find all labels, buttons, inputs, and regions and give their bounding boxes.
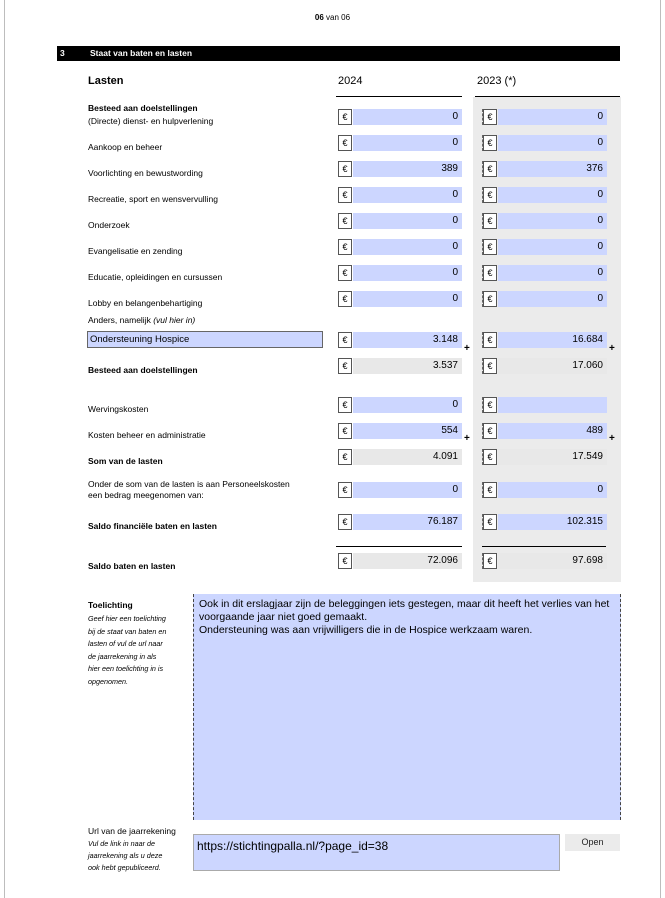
euro-sign: €: [483, 514, 497, 530]
page-number: [0, 13, 665, 22]
field-2024-value[interactable]: 0: [353, 187, 462, 203]
wervings-2023-field[interactable]: [483, 397, 607, 413]
euro-sign: €: [483, 423, 497, 439]
anders-2024-field[interactable]: [338, 332, 462, 348]
toelichting-title: Toelichting: [88, 600, 133, 610]
saldo-2023-field-value: 97.698: [498, 553, 607, 569]
beheer-2024-field-value[interactable]: 554: [353, 423, 462, 439]
toelichting-help: [88, 613, 188, 689]
anders-hint: (vul hier in): [153, 315, 196, 325]
column-dash-line: [482, 265, 483, 281]
column-dash-line: [482, 553, 483, 569]
help-line: hier een toelichting in is: [88, 664, 164, 674]
euro-sign: €: [338, 482, 352, 498]
column-dash-line: [482, 239, 483, 255]
anders-label-text: Anders, namelijk: [88, 315, 151, 325]
column-dash-line: [482, 449, 483, 465]
column-dash-line: [482, 397, 483, 413]
beheer-2024-field[interactable]: [338, 423, 462, 439]
field-2024-value[interactable]: 0: [353, 291, 462, 307]
field-2023[interactable]: [483, 239, 607, 255]
field-2024[interactable]: [338, 265, 462, 281]
euro-sign: €: [483, 291, 497, 307]
anders-label: [88, 315, 195, 325]
field-2023[interactable]: [483, 135, 607, 151]
euro-sign: €: [483, 187, 497, 203]
section-title: Staat van baten en lasten: [90, 48, 193, 58]
saldo-rule-2024: [336, 546, 462, 547]
column-dash-line: [482, 109, 483, 125]
anders-2024-field-value[interactable]: 3.148: [353, 332, 462, 348]
euro-sign: €: [338, 514, 352, 530]
page-current: 06: [314, 13, 324, 22]
page-border-left: [4, 0, 5, 898]
help-line: lasten of vul de url naar: [88, 639, 163, 649]
euro-sign: €: [483, 553, 497, 569]
expense-row-label: Recreatie, sport en wensvervulling: [88, 194, 218, 204]
column-dash-line: [482, 358, 483, 374]
help-line: bij de staat van baten en: [88, 626, 167, 636]
field-2023-value[interactable]: 0: [498, 265, 607, 281]
besteed-total-label: Besteed aan doelstellingen: [88, 365, 198, 375]
saldo_fin-2024-field-value[interactable]: 76.187: [353, 514, 462, 530]
saldo_fin-2023-field-value[interactable]: 102.315: [498, 514, 607, 530]
header-rule-2024: [336, 96, 462, 97]
personeel-2023-field-value[interactable]: 0: [498, 482, 607, 498]
saldo_fin-2024-field[interactable]: [338, 514, 462, 530]
euro-sign: €: [338, 553, 352, 569]
field-2024-value[interactable]: 0: [353, 213, 462, 229]
personeel-label: [88, 479, 290, 501]
url-help: [88, 838, 188, 875]
euro-sign: €: [483, 213, 497, 229]
euro-sign: €: [338, 423, 352, 439]
som-2023-field: [483, 449, 607, 465]
personeel-2023-field[interactable]: [483, 482, 607, 498]
wervings-label: Wervingskosten: [88, 404, 149, 414]
euro-sign: €: [483, 482, 497, 498]
euro-sign: €: [483, 135, 497, 151]
field-2024[interactable]: [338, 109, 462, 125]
euro-sign: €: [338, 239, 352, 255]
field-2023-value[interactable]: 0: [498, 291, 607, 307]
personeel-line1: Onder de som van de lasten is aan Personeelskosten: [88, 479, 290, 489]
euro-sign: €: [483, 161, 497, 177]
som-2024-field-value: 4.091: [353, 449, 462, 465]
plus-sign-2024-lasten: +: [464, 433, 470, 444]
anders-input[interactable]: Ondersteuning Hospice: [87, 331, 323, 348]
anders-2023-field[interactable]: [483, 332, 607, 348]
euro-sign: €: [483, 358, 497, 374]
besteed-heading: Besteed aan doelstellingen: [88, 103, 198, 113]
section-number: 3: [60, 48, 65, 58]
field-2023-value[interactable]: 0: [498, 109, 607, 125]
column-dash-line: [482, 187, 483, 203]
besteed_total-2024-field: [338, 358, 462, 374]
beheer-label: Kosten beheer en administratie: [88, 430, 206, 440]
field-2024[interactable]: [338, 291, 462, 307]
euro-sign: €: [338, 187, 352, 203]
euro-sign: €: [338, 332, 352, 348]
wervings-2024-field[interactable]: [338, 397, 462, 413]
column-dash-line: [482, 514, 483, 530]
expense-row-label: (Directe) dienst- en hulpverlening: [88, 116, 214, 126]
beheer-2023-field-value[interactable]: 489: [498, 423, 607, 439]
euro-sign: €: [338, 161, 352, 177]
field-2023-value[interactable]: 376: [498, 161, 607, 177]
field-2023[interactable]: [483, 187, 607, 203]
column-dash-line: [482, 161, 483, 177]
field-2024[interactable]: [338, 187, 462, 203]
euro-sign: €: [483, 265, 497, 281]
euro-sign: €: [483, 397, 497, 413]
personeel-line2: een bedrag meegenomen van:: [88, 490, 204, 500]
column-dash-line: [482, 332, 483, 348]
field-2024[interactable]: [338, 239, 462, 255]
expense-row-label: Evangelisatie en zending: [88, 246, 183, 256]
expense-row-label: Onderzoek: [88, 220, 130, 230]
field-2023[interactable]: [483, 161, 607, 177]
saldo-2024-field-value: 72.096: [353, 553, 462, 569]
help-line: ook hebt gepubliceerd.: [88, 863, 161, 873]
wervings-2023-field-value[interactable]: [498, 397, 607, 413]
som-2023-field-value: 17.549: [498, 449, 607, 465]
field-2023-value[interactable]: 0: [498, 135, 607, 151]
help-line: Vul de link in naar de: [88, 839, 155, 848]
header-rule-2023: [475, 96, 620, 97]
euro-sign: €: [338, 449, 352, 465]
year-2023-heading: 2023 (*): [477, 75, 517, 87]
besteed_total-2023-field-value: 17.060: [498, 358, 607, 374]
field-2024[interactable]: [338, 161, 462, 177]
help-line: de jaarrekening in als: [88, 651, 157, 661]
euro-sign: €: [338, 265, 352, 281]
page-of: van 06: [326, 13, 351, 22]
plus-sign-2023-lasten: +: [609, 433, 615, 444]
page-border-right: [660, 0, 661, 898]
lasten-heading: Lasten: [88, 75, 124, 87]
expense-row-label: Lobby en belangenbehartiging: [88, 298, 203, 308]
field-2023-value[interactable]: 0: [498, 213, 607, 229]
euro-sign: €: [483, 109, 497, 125]
euro-sign: €: [338, 135, 352, 151]
help-line: opgenomen.: [88, 676, 128, 686]
field-2023-value[interactable]: 0: [498, 239, 607, 255]
beheer-2023-field[interactable]: [483, 423, 607, 439]
expense-row-label: Voorlichting en bewustwording: [88, 168, 203, 178]
saldo-label: Saldo baten en lasten: [88, 561, 176, 571]
euro-sign: €: [338, 109, 352, 125]
section-header: [57, 46, 620, 61]
som-2024-field: [338, 449, 462, 465]
anders-2023-field-value[interactable]: 16.684: [498, 332, 607, 348]
saldo-fin-label: Saldo financiële baten en lasten: [88, 521, 217, 531]
url-title: Url van de jaarrekening: [88, 826, 176, 836]
field-2024-value[interactable]: 0: [353, 135, 462, 151]
url-input[interactable]: https://stichtingpalla.nl/?page_id=38: [193, 834, 560, 871]
personeel-2024-field-value[interactable]: 0: [353, 482, 462, 498]
field-2024-value[interactable]: 0: [353, 265, 462, 281]
field-2024-value[interactable]: 389: [353, 161, 462, 177]
besteed_total-2023-field: [483, 358, 607, 374]
field-2024[interactable]: [338, 213, 462, 229]
toelichting-textarea[interactable]: Ook in dit erslagjaar zijn de beleggingen iets gestegen, maar dit heeft het verlies van het voorgaande jaar niet goed gemaakt. Ondersteuning was aan vrijwilligers die in de Hospice werkzaam waren.: [193, 594, 621, 820]
column-dash-line: [482, 423, 483, 439]
expense-row-label: Educatie, opleidingen en cursussen: [88, 272, 223, 282]
help-line: jaarrekening als u deze: [88, 851, 163, 861]
field-2023[interactable]: [483, 291, 607, 307]
euro-sign: €: [338, 291, 352, 307]
field-2024-value[interactable]: 0: [353, 239, 462, 255]
saldo-2023-field: [483, 553, 607, 569]
column-dash-line: [482, 482, 483, 498]
year-2024-heading: 2024: [338, 75, 363, 87]
column-dash-line: [482, 291, 483, 307]
euro-sign: €: [483, 332, 497, 348]
saldo_fin-2023-field[interactable]: [483, 514, 607, 530]
wervings-2024-field-value[interactable]: 0: [353, 397, 462, 413]
euro-sign: €: [338, 358, 352, 374]
euro-sign: €: [338, 397, 352, 413]
field-2023-value[interactable]: 0: [498, 187, 607, 203]
field-2023[interactable]: [483, 213, 607, 229]
help-line: Geef hier een toelichting: [88, 614, 166, 623]
euro-sign: €: [483, 449, 497, 465]
saldo-rule-2023: [482, 546, 606, 547]
column-dash-line: [482, 213, 483, 229]
euro-sign: €: [483, 239, 497, 255]
besteed_total-2024-field-value: 3.537: [353, 358, 462, 374]
euro-sign: €: [338, 213, 352, 229]
plus-sign-2023-besteed: +: [609, 343, 615, 354]
field-2023[interactable]: [483, 109, 607, 125]
expense-row-label: Aankoop en beheer: [88, 142, 163, 152]
personeel-2024-field[interactable]: [338, 482, 462, 498]
som-label: Som van de lasten: [88, 456, 163, 466]
column-dash-line: [482, 135, 483, 151]
plus-sign-2024-besteed: +: [464, 343, 470, 354]
field-2023[interactable]: [483, 265, 607, 281]
field-2024-value[interactable]: 0: [353, 109, 462, 125]
saldo-2024-field: [338, 553, 462, 569]
field-2024[interactable]: [338, 135, 462, 151]
open-button[interactable]: Open: [565, 834, 620, 851]
